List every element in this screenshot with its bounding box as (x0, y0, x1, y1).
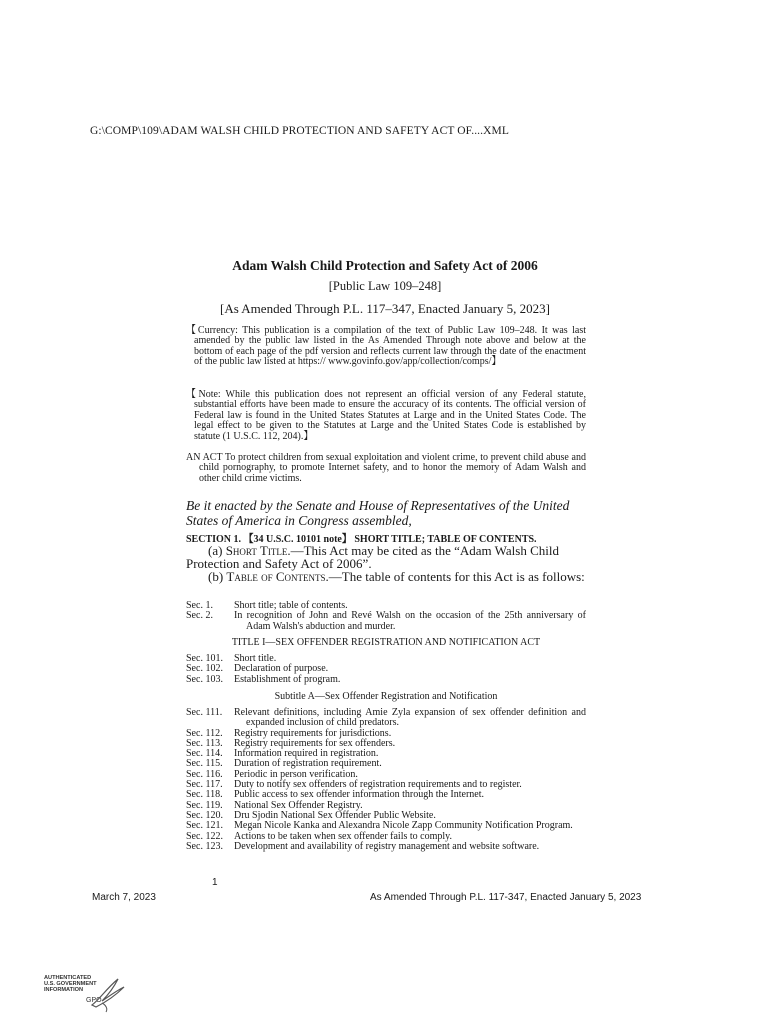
gpo-logo-line: AUTHENTICATED (44, 975, 92, 981)
federal-note-text: 【Note: While this publication does not represent an official version of any Federal statute, substantial efforts have been made to ensure the accuracy of its contents. The official version of Federal law is found in the United States Statutes at Large and in the United States Code. The legal effect to be given to the Statutes at Large and the United States Code is established by statute (1 U.S.C. 112, 204).】 (186, 389, 586, 442)
toc-entry-title: National Sex Offender Registry. (234, 799, 363, 811)
footer-amended-note: As Amended Through P.L. 117-347, Enacted January 5, 2023 (370, 892, 642, 903)
section-1-heading: SECTION 1. 【34 U.S.C. 10101 note】 SHORT TITLE; TABLE OF CONTENTS. (186, 534, 537, 545)
toc-entry-number: Sec. 121. (186, 820, 223, 832)
currency-note-text: 【Currency: This publication is a compilation of the text of Public Law 109–248. It was last amended by the public law listed in the As Amended Through note above and below at the bottom of each page of the pdf version and reflects current law through the date of the enactment of the public law listed at https:// www.govinfo.gov/app/collection/comps/】 (186, 325, 586, 368)
toc-entry-title: Duty to notify sex offenders of registration requirements and to register. (234, 779, 522, 791)
toc-entry-number: Sec. 122. (186, 830, 223, 842)
toc-entry-title: Short title; table of contents. (234, 600, 348, 611)
toc-entry-title: Megan Nicole Kanka and Alexandra Nicole Zapp Community Notification Program. (234, 820, 573, 832)
toc-entry-number: Sec. 118. (186, 789, 223, 801)
subsection-b-text: .—The table of contents for this Act is as follows: (325, 569, 585, 584)
public-law-number: [Public Law 109–248] (328, 279, 442, 293)
toc-entry-number: Sec. 1. (186, 600, 213, 611)
toc-entry-number: Sec. 2. (186, 610, 213, 622)
page-number: 1 (212, 877, 218, 888)
file-path-header: G:\COMP\109\ADAM WALSH CHILD PROTECTION AND SAFETY ACT OF....XML (90, 125, 509, 137)
gpo-logo-line: U.S. GOVERNMENT (44, 981, 97, 987)
toc-entry-title: Duration of registration requirement. (234, 758, 382, 770)
toc-entry-title: Relevant definitions, including Amie Zyla expansion of sex offender definition and expanded inclusion of child predators. (234, 707, 586, 729)
gpo-logo-line: INFORMATION (44, 987, 84, 993)
toc-entry-title: Actions to be taken when sex offender fails to comply. (234, 830, 452, 842)
toc-entry-number: Sec. 119. (186, 799, 223, 811)
toc-entry-title: Periodic in person verification. (234, 768, 358, 780)
document-title: Adam Walsh Child Protection and Safety Act of 2006 (232, 258, 538, 273)
footer-date: March 7, 2023 (92, 892, 156, 903)
amended-through-line: [As Amended Through P.L. 117–347, Enacted January 5, 2023] (219, 301, 550, 316)
toc-entry-number: Sec. 120. (186, 809, 223, 821)
toc-entry-title: Registry requirements for sex offenders. (234, 737, 396, 749)
toc-entry[interactable] (186, 708, 586, 729)
toc-entry[interactable] (186, 675, 586, 685)
subtitle-a-heading: Subtitle A—Sex Offender Registration and Notification (274, 691, 498, 702)
toc-entry-title: Development and availability of registry management and website software. (234, 840, 540, 852)
toc-entry-title: Short title. (234, 653, 277, 664)
eagle-icon (88, 975, 128, 1013)
currency-note (186, 326, 586, 368)
toc-entry-title: Registry requirements for jurisdictions. (234, 727, 392, 739)
subsection-a-text: .—This Act may be cited as the “Adam Walsh Child Protection and Safety Act of 2006”. (186, 543, 559, 571)
toc-entry-number: Sec. 116. (186, 768, 223, 780)
toc-entry[interactable] (186, 842, 586, 852)
toc-entry-number: Sec. 117. (186, 779, 223, 791)
toc-entry-number: Sec. 102. (186, 663, 223, 675)
an-act-statement: AN ACT To protect children from sexual exploitation and violent crime, to prevent child abuse and child pornography, to promote Internet safety, and to honor the memory of Adam Walsh and other child crime victims. (186, 452, 586, 484)
title-i-heading: TITLE I—SEX OFFENDER REGISTRATION AND NOTIFICATION ACT (231, 637, 541, 648)
toc-entry-number: Sec. 113. (186, 737, 223, 749)
subsection-a-caption: Short Title (225, 543, 288, 558)
subsection-b-caption: Table of Contents (226, 569, 326, 584)
subsection-b (186, 571, 586, 584)
gpo-logo-name: GPO (86, 997, 102, 1004)
enacting-clause: Be it enacted by the Senate and House of Representatives of the United States of America in Congress assembled, (186, 498, 570, 528)
toc-entry-number: Sec. 111. (186, 707, 223, 718)
toc-entry-number: Sec. 114. (186, 748, 223, 760)
toc-title-i-list (186, 654, 586, 685)
toc-entry-title: Information required in registration. (234, 748, 379, 760)
toc-entry-number: Sec. 101. (186, 653, 223, 664)
toc-entry-number: Sec. 112. (186, 727, 223, 739)
toc-subtitle-a-list (186, 708, 586, 852)
toc-entry-title: Declaration of purpose. (234, 663, 329, 675)
toc-entry[interactable] (186, 611, 586, 632)
toc-entry-title: Establishment of program. (234, 673, 341, 685)
toc-entry-title: Public access to sex offender information through the Internet. (234, 789, 485, 801)
toc-entry-number: Sec. 115. (186, 758, 223, 770)
subsection-a-label: (a) (208, 543, 226, 558)
toc-entry-title: Dru Sjodin National Sex Offender Public Website. (234, 809, 436, 821)
subsection-b-label: (b) (208, 569, 227, 584)
toc-entry-title: In recognition of John and Revé Walsh on the occasion of the 25th anniversary of Adam Walsh's abduction and murder. (234, 610, 586, 632)
subsection-a (186, 545, 586, 571)
federal-note (186, 390, 586, 442)
toc-entry-number: Sec. 103. (186, 673, 223, 685)
toc-entry-number: Sec. 123. (186, 840, 223, 852)
toc-intro-list (186, 601, 586, 632)
gpo-authenticated-logo (44, 975, 134, 1015)
